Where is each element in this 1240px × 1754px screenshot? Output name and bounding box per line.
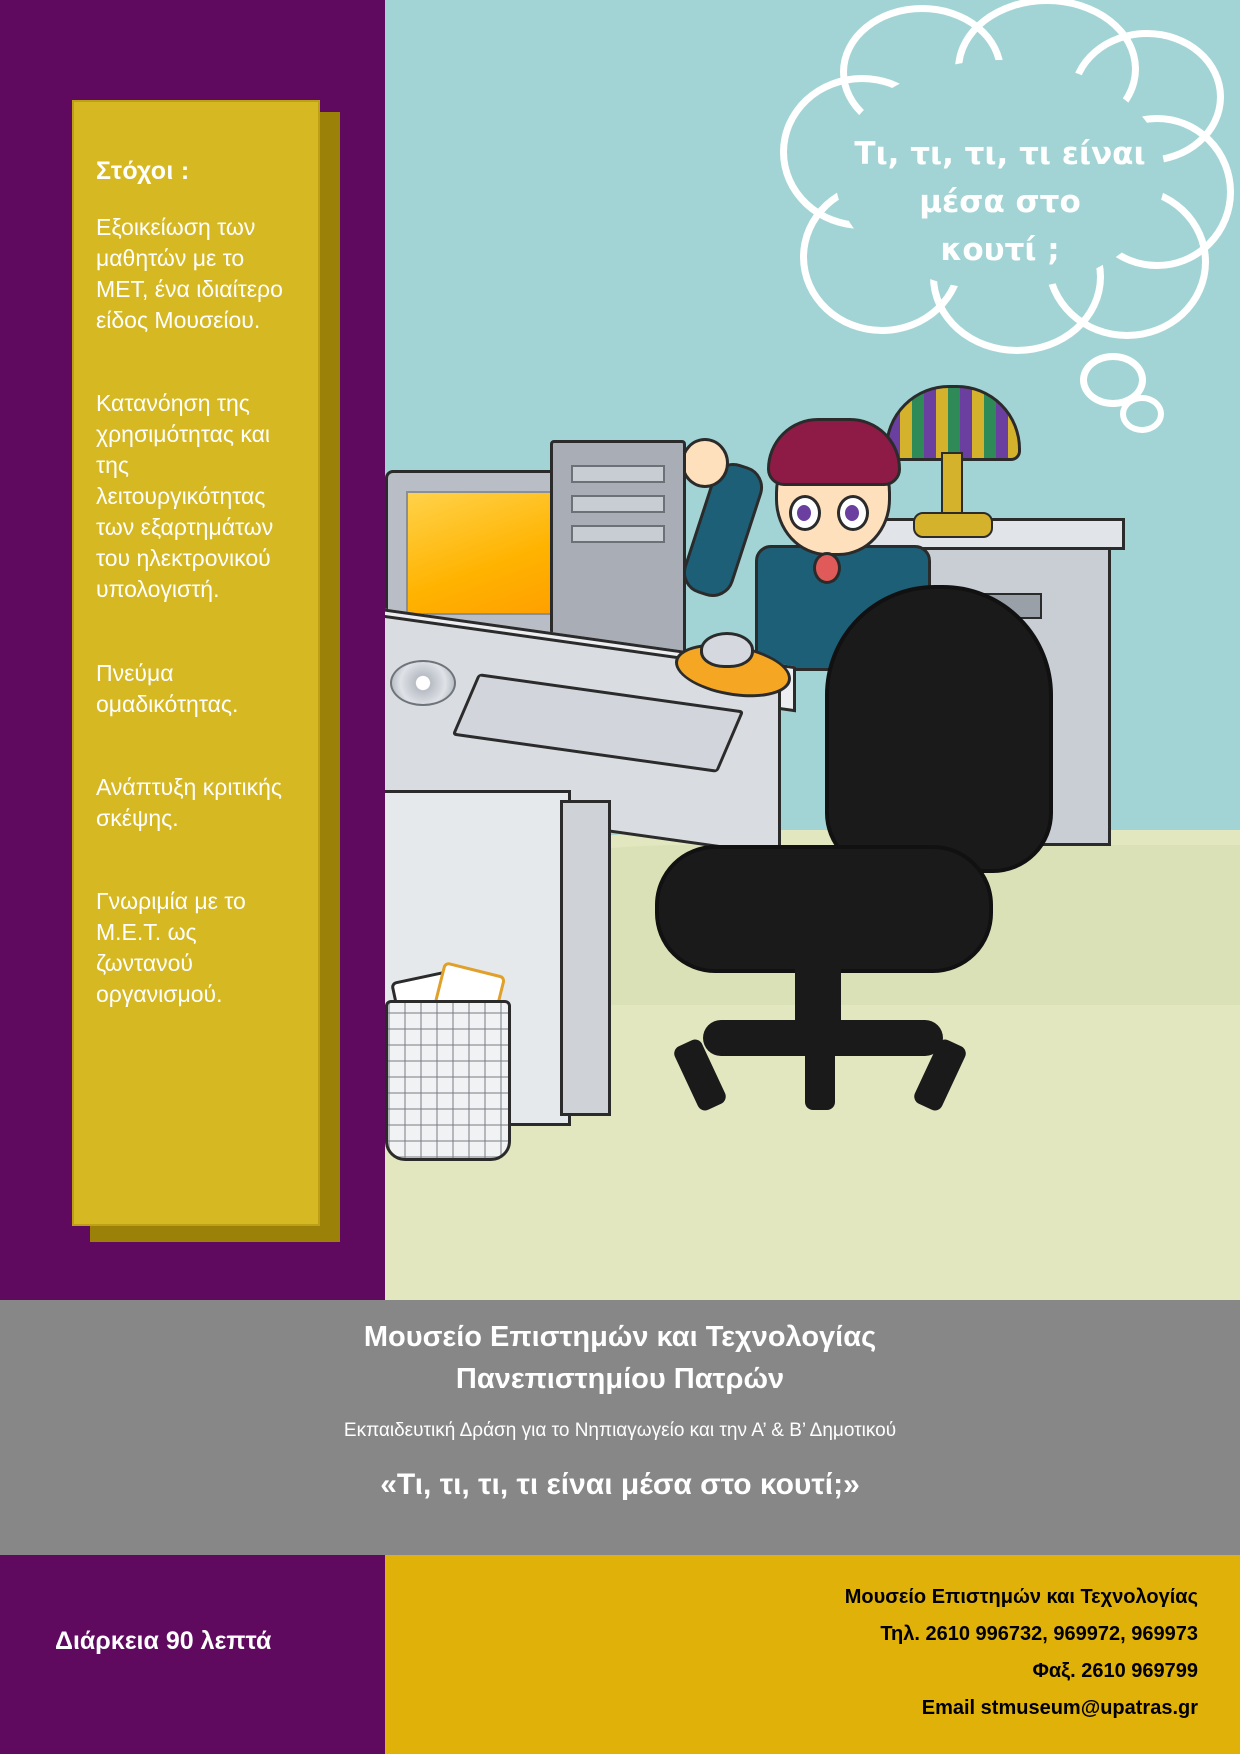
goal-item: Γνωριμία με το Μ.Ε.Τ. ως ζωντανού οργανισμού.: [96, 887, 246, 1007]
desk-leg: [560, 800, 611, 1116]
boy-hair: [767, 418, 901, 486]
chair-backrest: [825, 585, 1053, 873]
thought-bubble: [780, 5, 1240, 435]
museum-title: [0, 1300, 1240, 1400]
duration-text: Διάρκεια 90 λεπτά: [55, 1627, 272, 1655]
activity-subtitle: Εκπαιδευτική Δράση για το Νηπιαγωγείο και την Α’ & Β’ Δημοτικού: [343, 1420, 897, 1442]
waste-bin: [385, 1000, 511, 1161]
boy-mouth: [813, 552, 841, 584]
footer-band: [0, 1555, 1240, 1754]
boy-hand: [681, 438, 729, 488]
goals-title: Στόχοι :: [96, 157, 190, 185]
contact-line-phone: Τηλ. 2610 996732, 969972, 969973: [880, 1623, 1198, 1645]
goal-item: Κατανόηση της χρησιμότητας και της λειτουργικότητας των εξαρτημάτων του ηλεκτρονικού υπολογιστή.: [96, 390, 274, 603]
museum-title-line-1: Μουσείο Επιστημών και Τεχνολογίας: [363, 1321, 877, 1353]
goal-item: Εξοικείωση των μαθητών με το ΜΕΤ, ένα ιδιαίτερο είδος Μουσείου.: [96, 214, 283, 334]
illustration-scene: [385, 0, 1240, 1300]
goals-box: [72, 100, 320, 1226]
tower-drive-slot: [571, 465, 665, 483]
contact-block: [558, 1579, 1198, 1727]
bubble-tail-small-icon: [1120, 395, 1164, 433]
tower-drive-slot: [571, 495, 665, 513]
bubble-text: [800, 130, 1200, 274]
goal-item: Πνεύμα ομαδικότητας.: [96, 659, 239, 717]
title-band: [0, 1300, 1240, 1555]
lamp-base: [913, 512, 993, 538]
contact-line-museum: Μουσείο Επιστημών και Τεχνολογίας: [844, 1586, 1198, 1608]
bubble-line-3: κουτί ;: [940, 232, 1060, 269]
museum-title-line-2: Πανεπιστημίου Πατρών: [455, 1363, 785, 1396]
boy-eye-left: [789, 495, 821, 531]
contact-line-email: Email stmuseum@upatras.gr: [921, 1697, 1198, 1719]
bubble-line-2: μέσα στο: [919, 184, 1081, 221]
bubble-line-1: Τι, τι, τι, τι είναι: [854, 136, 1146, 172]
goal-item: Ανάπτυξη κριτικής σκέψης.: [96, 773, 282, 831]
chair-leg: [805, 1040, 835, 1110]
tower-drive-slot: [571, 525, 665, 543]
computer-mouse: [700, 632, 754, 668]
contact-line-fax: Φαξ. 2610 969799: [1032, 1660, 1198, 1682]
cd-disc-icon: [390, 660, 456, 706]
thought-bubble-body: [780, 5, 1220, 355]
monitor-screen: [406, 491, 555, 615]
boy-eye-right: [837, 495, 869, 531]
activity-quote-title: «Τι, τι, τι, τι είναι μέσα στο κουτί;»: [380, 1468, 860, 1502]
